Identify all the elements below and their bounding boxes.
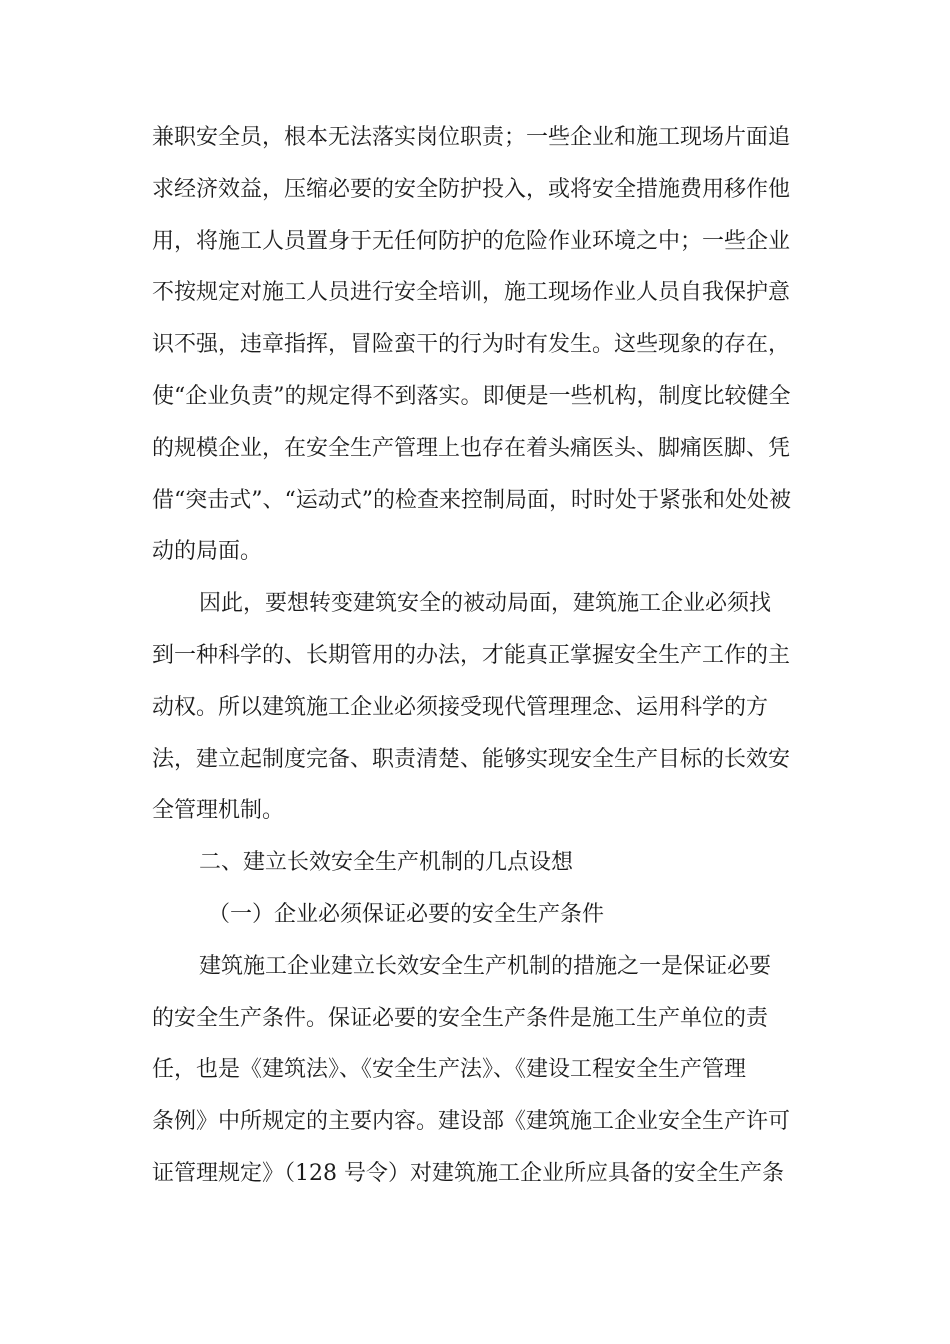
text-line: 条例》中所规定的主要内容。建设部《建筑施工企业安全生产许可 xyxy=(152,1109,791,1135)
text-line: 兼职安全员，根本无法落实岗位职责；一些企业和施工现场片面追 xyxy=(152,125,791,150)
text-line: 动的局面。 xyxy=(152,539,263,565)
text-line: 到一种科学的、长期管用的办法，才能真正掌握安全生产工作的主 xyxy=(152,642,791,668)
text-line: 识不强，违章指挥，冒险蛮干的行为时有发生。这些现象的存在， xyxy=(152,332,791,358)
section-heading: 二、建立长效安全生产机制的几点设想 xyxy=(199,850,574,876)
text-line: 借“突击式”、“运动式”的检查来控制局面，时时处于紧张和处处被 xyxy=(152,487,791,513)
text-line: 证管理规定》（128 号令）对建筑施工企业所应具备的安全生产条 xyxy=(152,1160,784,1186)
text-line: 全管理机制。 xyxy=(152,798,285,824)
text-line: 用，将施工人员置身于无任何防护的危险作业环境之中；一些企业 xyxy=(152,228,791,254)
paragraph-2 xyxy=(152,578,802,837)
text-line: 法，建立起制度完备、职责清楚、能够实现安全生产目标的长效安 xyxy=(152,746,791,772)
text-line: 求经济效益，压缩必要的安全防护投入，或将安全措施费用移作他 xyxy=(152,176,791,202)
text-line: 建筑施工企业建立长效安全生产机制的措施之一是保证必要 xyxy=(199,953,772,979)
text-line: 使“企业负责”的规定得不到落实。即便是一些机构，制度比较健全 xyxy=(152,383,791,409)
text-line: 的规模企业，在安全生产管理上也存在着头痛医头、脚痛医脚、凭 xyxy=(152,435,791,461)
paragraph-3 xyxy=(152,941,802,1200)
subsection-heading: （一）企业必须保证必要的安全生产条件 xyxy=(208,901,605,927)
text-line: 因此，要想转变建筑安全的被动局面，建筑施工企业必须找 xyxy=(199,591,772,617)
text-line: 的安全生产条件。保证必要的安全生产条件是施工生产单位的责 xyxy=(152,1005,769,1031)
text-line: 不按规定对施工人员进行安全培训，施工现场作业人员自我保护意 xyxy=(152,280,791,306)
text-line: 任，也是《建筑法》、《安全生产法》、《建设工程安全生产管理 xyxy=(152,1057,747,1083)
document-body xyxy=(152,112,802,1200)
text-line: 动权。所以建筑施工企业必须接受现代管理理念、运用科学的方 xyxy=(152,694,769,720)
paragraph-1 xyxy=(152,112,802,578)
